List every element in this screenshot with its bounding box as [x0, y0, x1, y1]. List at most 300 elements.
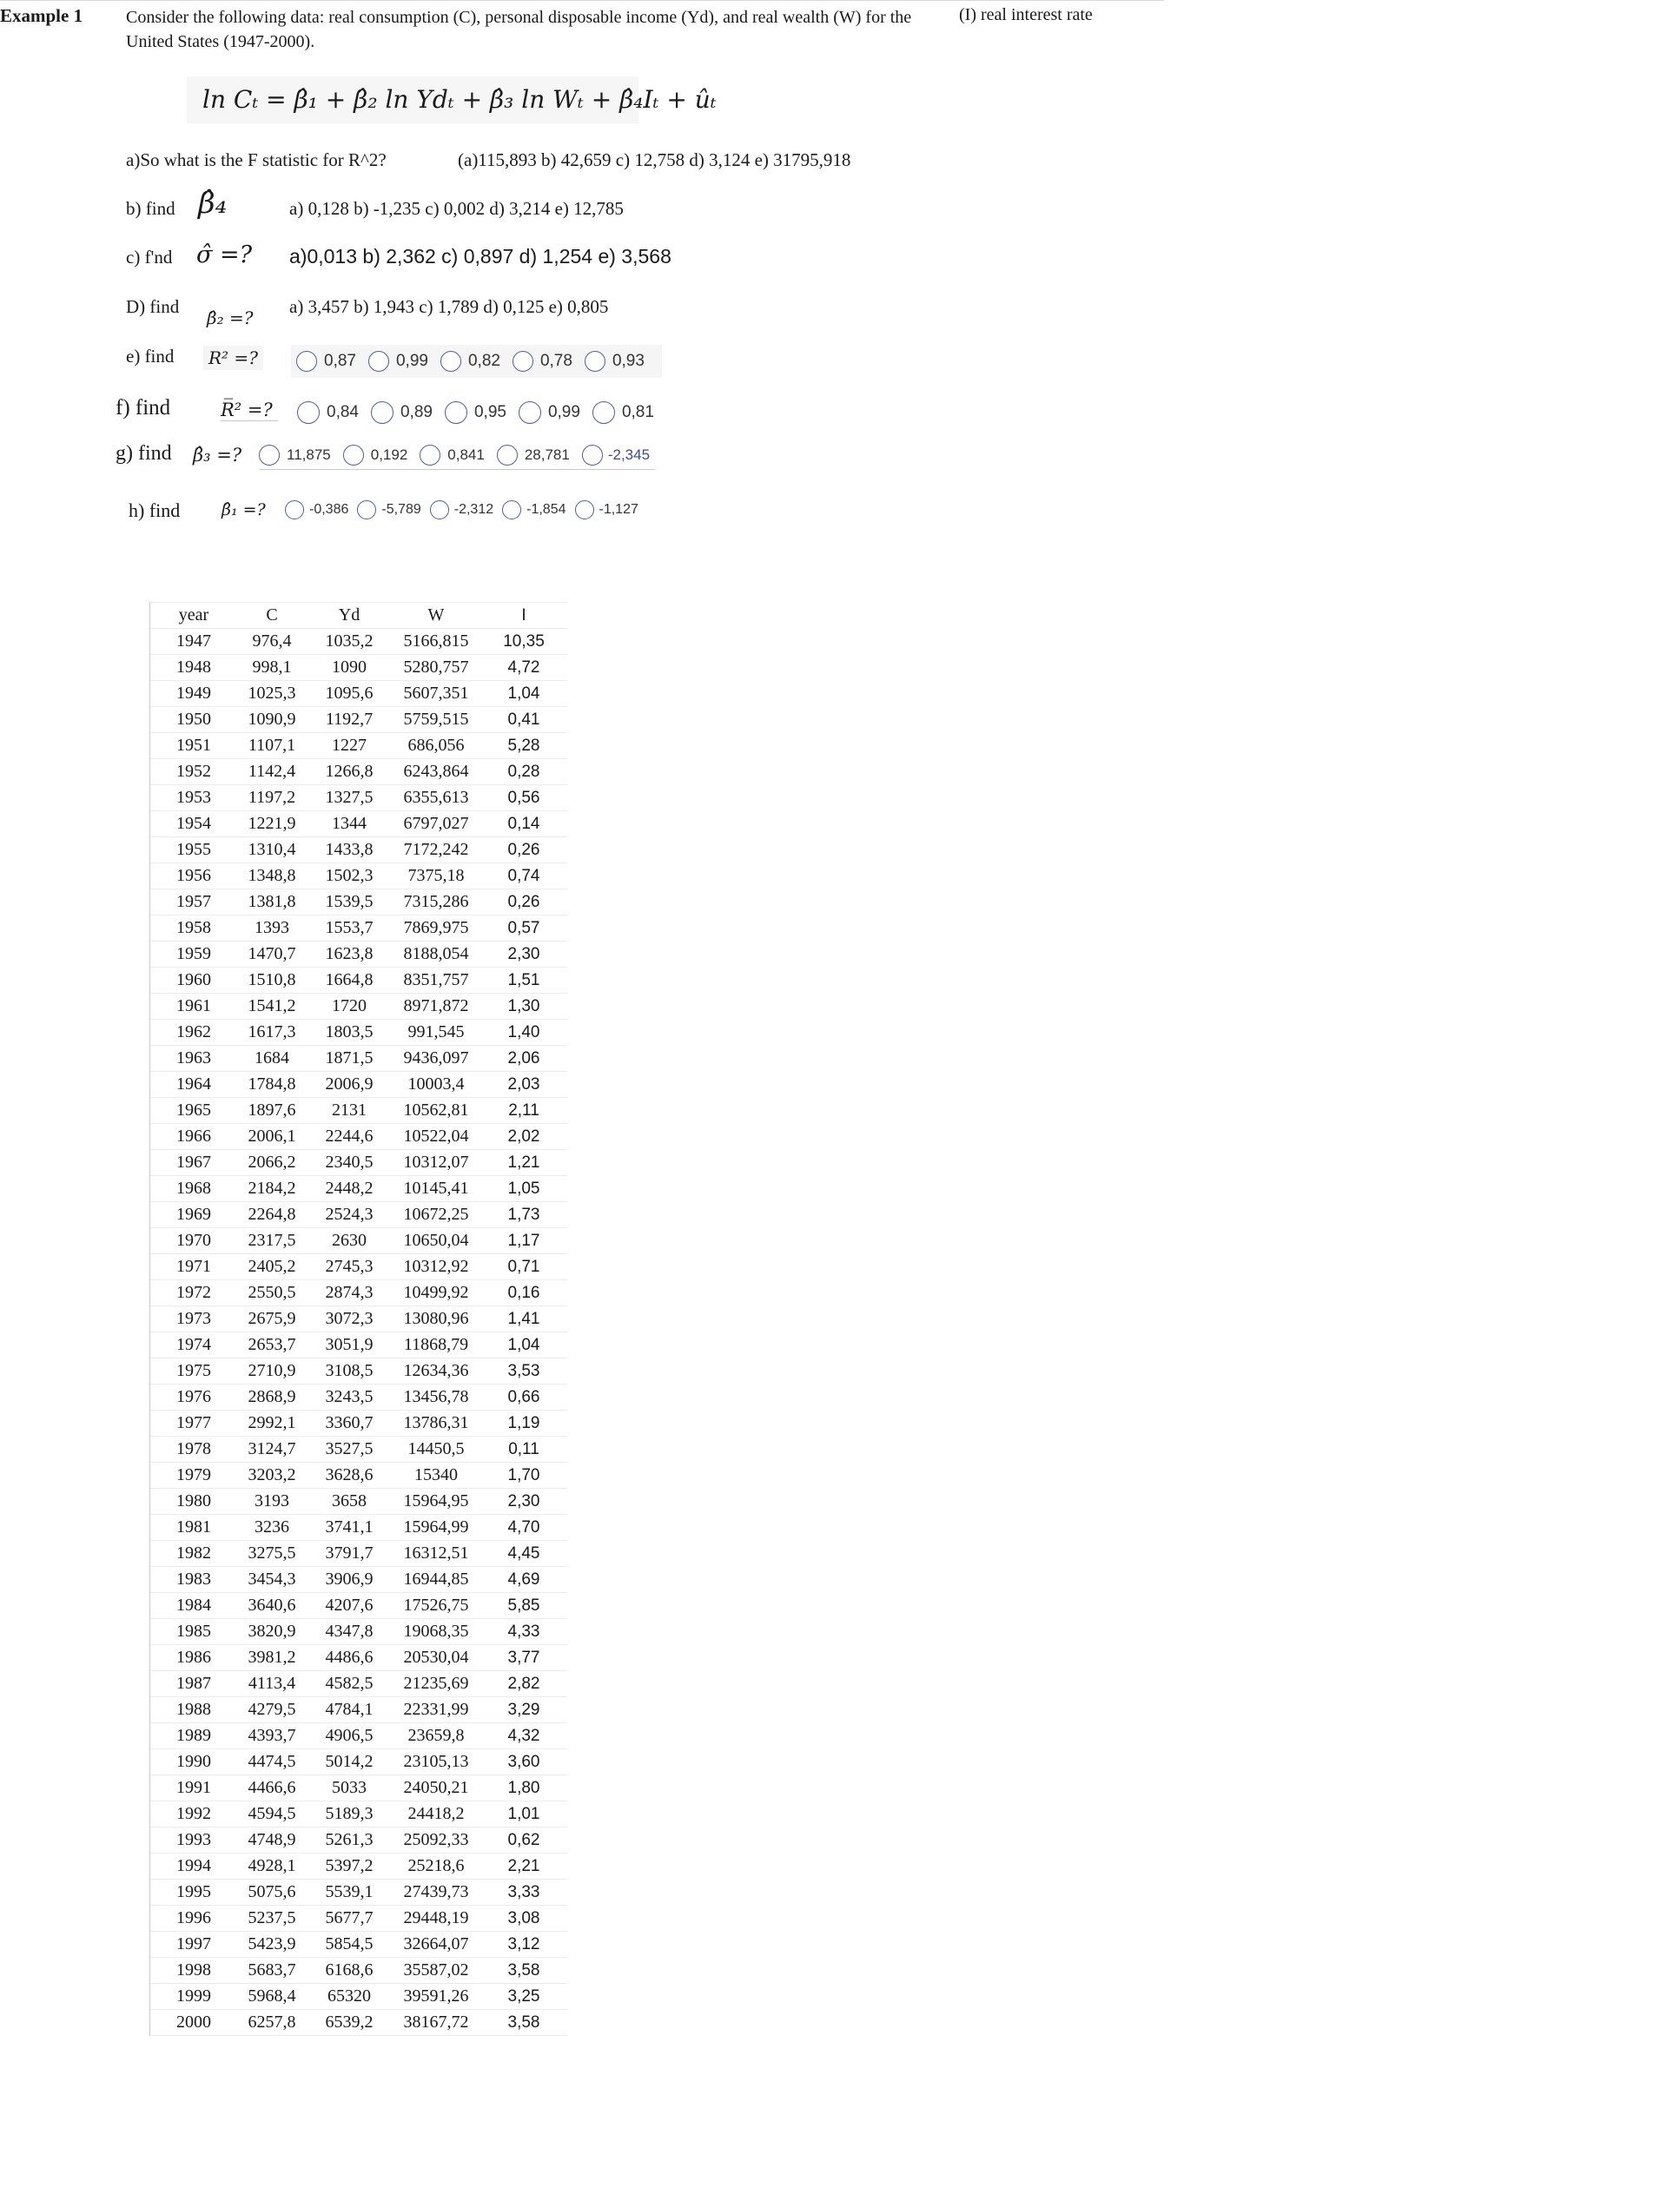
cell-c: 2653,7	[248, 1335, 296, 1354]
cell-yd: 2448,2	[325, 1179, 374, 1198]
cell-i: 3,33	[507, 1882, 540, 1901]
cell-year: 1968	[176, 1179, 211, 1198]
cell-w: 38167,72	[403, 2013, 469, 2032]
cell-i: 4,70	[507, 1517, 540, 1537]
cell-i: 1,30	[507, 996, 540, 1015]
cell-year: 1979	[176, 1465, 211, 1484]
cell-year: 1957	[176, 892, 211, 911]
table-row	[150, 1306, 567, 1332]
cell-w: 39591,26	[403, 1986, 469, 2006]
question-g-option-5[interactable]: -2,345	[582, 445, 650, 466]
cell-i: 2,11	[508, 1100, 539, 1120]
cell-year: 1997	[176, 1934, 211, 1953]
cell-i: 1,17	[507, 1231, 540, 1250]
cell-c: 4279,5	[248, 1700, 296, 1719]
cell-year: 1967	[176, 1153, 211, 1172]
question-d-prompt: D) find	[126, 296, 180, 317]
cell-yd: 1327,5	[325, 788, 374, 807]
radio-icon[interactable]	[357, 500, 376, 519]
cell-c: 1470,7	[248, 944, 296, 963]
cell-w: 10562,81	[403, 1100, 469, 1120]
question-b-options: a) 0,128 b) -1,235 c) 0,002 d) 3,214 e) 12,785	[289, 198, 624, 219]
cell-year: 1983	[176, 1570, 211, 1589]
radio-icon[interactable]	[430, 500, 449, 519]
table-row	[150, 994, 567, 1020]
beta4-symbol: β̂₄	[198, 186, 228, 221]
cell-year: 1953	[176, 788, 211, 807]
cell-year: 1950	[176, 710, 211, 729]
radio-icon[interactable]	[585, 351, 605, 372]
cell-i: 4,33	[507, 1622, 540, 1641]
cell-c: 1197,2	[248, 788, 296, 807]
table-row	[150, 1150, 567, 1176]
cell-i: 1,05	[507, 1179, 540, 1198]
question-e-prompt: e) find	[126, 346, 175, 367]
question-f-option-3[interactable]: 0,95	[445, 401, 506, 424]
cell-w: 12634,36	[403, 1361, 469, 1380]
table-row	[150, 1046, 567, 1072]
table-row	[150, 1254, 567, 1280]
table-row	[150, 785, 567, 811]
cell-year: 1987	[176, 1674, 211, 1693]
table-row	[150, 837, 567, 863]
question-h-option-4[interactable]: -1,854	[502, 500, 566, 519]
cell-w: 22331,99	[403, 1700, 469, 1719]
question-h-option-5[interactable]: -1,127	[575, 500, 638, 519]
radio-icon[interactable]	[575, 500, 594, 519]
cell-w: 6797,027	[403, 814, 469, 833]
cell-yd: 3527,5	[325, 1439, 374, 1458]
cell-i: 2,03	[507, 1074, 540, 1094]
cell-yd: 1433,8	[325, 840, 374, 859]
cell-i: 3,08	[507, 1908, 540, 1927]
table-row	[150, 1880, 567, 1906]
table-row	[150, 811, 567, 837]
cell-i: 0,56	[507, 788, 540, 807]
top-rule	[0, 0, 1164, 1]
table-row	[150, 1906, 567, 1932]
cell-year: 1965	[176, 1100, 211, 1120]
cell-yd: 4347,8	[325, 1622, 374, 1641]
question-e-option-5[interactable]: 0,93	[585, 351, 645, 372]
radio-icon[interactable]	[502, 500, 521, 519]
radio-icon[interactable]	[297, 401, 320, 424]
cell-c: 4474,5	[248, 1752, 296, 1771]
question-g-option-2[interactable]: 0,192	[343, 445, 408, 466]
cell-year: 1976	[176, 1387, 211, 1406]
cell-c: 1025,3	[248, 684, 296, 703]
question-g-option-4[interactable]: 28,781	[497, 445, 570, 466]
cell-w: 15340	[414, 1465, 458, 1484]
header-yd: Yd	[338, 605, 360, 625]
radio-icon[interactable]	[582, 445, 603, 466]
table-row	[150, 1541, 567, 1567]
table-row	[150, 1332, 567, 1358]
radio-icon[interactable]	[368, 351, 389, 372]
cell-yd: 3108,5	[325, 1361, 374, 1380]
cell-year: 1947	[176, 631, 211, 651]
cell-yd: 6168,6	[325, 1960, 374, 1980]
cell-year: 1951	[176, 736, 211, 755]
cell-year: 1994	[176, 1856, 211, 1875]
cell-i: 3,77	[507, 1648, 540, 1667]
question-h-option-3[interactable]: -2,312	[430, 500, 493, 519]
cell-c: 1142,4	[248, 762, 296, 781]
cell-year: 1955	[176, 840, 211, 859]
question-h-option-1[interactable]: -0,386	[285, 500, 348, 519]
cell-yd: 2524,3	[325, 1205, 374, 1224]
table-row	[150, 942, 567, 968]
table-row	[150, 1671, 567, 1697]
question-f-option-4[interactable]: 0,99	[519, 401, 580, 424]
cell-c: 5237,5	[248, 1908, 296, 1927]
cell-i: 4,72	[507, 658, 540, 677]
radio-icon[interactable]	[285, 500, 304, 519]
cell-year: 1952	[176, 762, 211, 781]
cell-yd: 2630	[332, 1231, 367, 1250]
question-g-option-1[interactable]: 11,875	[259, 445, 331, 466]
cell-i: 5,85	[507, 1596, 540, 1615]
cell-w: 24050,21	[403, 1778, 469, 1797]
question-b-prompt: b) find	[126, 198, 175, 219]
cell-year: 1988	[176, 1700, 211, 1719]
cell-year: 1978	[176, 1439, 211, 1458]
question-f-option-1[interactable]: 0,84	[297, 401, 359, 424]
cell-w: 25092,33	[403, 1830, 469, 1849]
cell-yd: 3243,5	[325, 1387, 374, 1406]
cell-year: 1959	[176, 944, 211, 963]
cell-i: 1,51	[507, 970, 540, 989]
radio-icon[interactable]	[371, 401, 394, 424]
cell-w: 16944,85	[403, 1570, 469, 1589]
cell-yd: 4906,5	[325, 1726, 374, 1745]
cell-yd: 2131	[332, 1100, 367, 1120]
cell-w: 16312,51	[403, 1543, 469, 1563]
cell-c: 3203,2	[248, 1465, 296, 1484]
cell-c: 2264,8	[248, 1205, 296, 1224]
cell-w: 32664,07	[403, 1934, 469, 1953]
cell-w: 10650,04	[403, 1231, 469, 1250]
cell-i: 3,58	[507, 2013, 540, 2032]
table-row	[150, 759, 567, 785]
r-squared-symbol: R² =?	[203, 346, 263, 370]
beta1-symbol: β̂₁ =?	[222, 500, 266, 519]
cell-i: 0,74	[507, 866, 540, 885]
cell-w: 6243,864	[403, 762, 469, 781]
table-row	[150, 915, 567, 942]
cell-w: 11868,79	[403, 1335, 469, 1354]
cell-w: 19068,35	[403, 1622, 469, 1641]
cell-year: 1986	[176, 1648, 211, 1667]
cell-c: 2066,2	[248, 1153, 296, 1172]
cell-year: 1984	[176, 1596, 211, 1615]
cell-w: 10312,07	[403, 1153, 469, 1172]
question-c-prompt: c) f'nd	[126, 247, 173, 268]
cell-c: 5683,7	[248, 1960, 296, 1980]
cell-c: 4928,1	[248, 1856, 296, 1875]
cell-i: 0,26	[507, 892, 540, 911]
radio-icon[interactable]	[440, 351, 461, 372]
cell-w: 6355,613	[403, 788, 469, 807]
table-row	[150, 655, 567, 681]
cell-w: 5759,515	[403, 710, 469, 729]
radio-icon[interactable]	[420, 445, 440, 466]
cell-i: 10,35	[503, 631, 545, 651]
cell-yd: 1502,3	[325, 866, 374, 885]
table-row	[150, 1020, 567, 1046]
cell-c: 4748,9	[248, 1830, 296, 1849]
table-row	[150, 1932, 567, 1958]
cell-c: 2868,9	[248, 1387, 296, 1406]
cell-i: 1,21	[507, 1153, 540, 1172]
question-h-option-2[interactable]: -5,789	[357, 500, 420, 519]
radio-icon[interactable]	[592, 401, 615, 424]
cell-w: 10672,25	[403, 1205, 469, 1224]
table-row	[150, 1749, 567, 1775]
table-row	[150, 681, 567, 707]
cell-c: 3236	[255, 1517, 289, 1537]
table-row	[150, 968, 567, 994]
cell-i: 1,01	[507, 1804, 540, 1823]
question-f-option-5[interactable]: 0,81	[592, 401, 654, 424]
sigma-hat-symbol: σ̂ =?	[196, 241, 253, 268]
radio-icon[interactable]	[497, 445, 518, 466]
cell-c: 998,1	[252, 658, 292, 677]
cell-c: 1684	[255, 1048, 289, 1067]
cell-year: 1963	[176, 1048, 211, 1067]
cell-year: 1966	[176, 1127, 211, 1146]
cell-i: 2,02	[507, 1127, 540, 1146]
cell-c: 2992,1	[248, 1413, 296, 1432]
question-e-option-4[interactable]: 0,78	[513, 351, 572, 372]
table-row	[150, 1463, 567, 1489]
cell-yd: 1623,8	[325, 944, 374, 963]
cell-year: 1985	[176, 1622, 211, 1641]
table-row	[150, 1280, 567, 1306]
cell-w: 13786,31	[403, 1413, 469, 1432]
cell-c: 1784,8	[248, 1074, 296, 1094]
table-row	[150, 629, 567, 655]
cell-c: 4466,6	[248, 1778, 296, 1797]
cell-year: 1961	[176, 996, 211, 1015]
cell-year: 1998	[176, 1960, 211, 1980]
cell-w: 15964,95	[403, 1491, 469, 1510]
cell-yd: 2006,9	[325, 1074, 374, 1094]
cell-i: 0,16	[507, 1283, 540, 1302]
question-a-options: (a)115,893 b) 42,659 c) 12,758 d) 3,124 e) 31795,918	[458, 149, 851, 170]
header-c: C	[266, 605, 278, 625]
question-g-option-3[interactable]: 0,841	[420, 445, 485, 466]
cell-year: 1980	[176, 1491, 211, 1510]
table-row	[150, 1854, 567, 1880]
cell-yd: 1095,6	[325, 684, 374, 703]
question-h-prompt: h) find	[129, 499, 181, 521]
cell-w: 17526,75	[403, 1596, 469, 1615]
cell-c: 1393	[255, 918, 289, 937]
cell-yd: 3906,9	[325, 1570, 374, 1589]
table-row	[150, 1984, 567, 2010]
cell-yd: 1192,7	[325, 710, 374, 729]
cell-yd: 2244,6	[325, 1127, 374, 1146]
cell-yd: 5014,2	[325, 1752, 374, 1771]
cell-i: 1,70	[507, 1465, 540, 1484]
cell-i: 1,04	[507, 1335, 540, 1354]
radio-icon[interactable]	[296, 351, 317, 372]
table-row	[150, 1228, 567, 1254]
cell-yd: 1720	[332, 996, 367, 1015]
radio-icon[interactable]	[445, 401, 467, 424]
cell-yd: 2874,3	[325, 1283, 374, 1302]
cell-w: 27439,73	[403, 1882, 469, 1901]
cell-yd: 3791,7	[325, 1543, 374, 1563]
cell-w: 25218,6	[407, 1856, 465, 1875]
cell-i: 4,45	[507, 1543, 540, 1563]
table-row	[150, 1411, 567, 1437]
cell-c: 6257,8	[248, 2013, 296, 2032]
table-header-row	[150, 602, 567, 629]
cell-w: 10312,92	[403, 1257, 469, 1276]
cell-year: 1993	[176, 1830, 211, 1849]
question-f-option-2[interactable]: 0,89	[371, 401, 433, 424]
cell-yd: 1227	[332, 736, 367, 755]
table-row	[150, 2010, 567, 2036]
cell-yd: 5033	[332, 1778, 367, 1797]
table-row	[150, 1489, 567, 1515]
cell-i: 0,26	[507, 840, 540, 859]
cell-year: 1995	[176, 1882, 211, 1901]
cell-c: 2675,9	[248, 1309, 296, 1328]
cell-w: 991,545	[407, 1022, 465, 1041]
cell-year: 1996	[176, 1908, 211, 1927]
cell-i: 0,71	[507, 1257, 540, 1276]
cell-year: 1958	[176, 918, 211, 937]
cell-c: 1310,4	[248, 840, 296, 859]
cell-i: 5,28	[507, 736, 540, 755]
table-row	[150, 1801, 567, 1828]
cell-year: 1974	[176, 1335, 211, 1354]
cell-w: 21235,69	[403, 1674, 469, 1693]
cell-i: 0,66	[507, 1387, 540, 1406]
question-g-radio-group	[259, 441, 655, 470]
cell-c: 2710,9	[248, 1361, 296, 1380]
cell-yd: 4207,6	[325, 1596, 374, 1615]
cell-w: 10522,04	[403, 1127, 469, 1146]
cell-yd: 3051,9	[325, 1335, 374, 1354]
cell-yd: 3628,6	[325, 1465, 374, 1484]
cell-yd: 3072,3	[325, 1309, 374, 1328]
question-g-prompt: g) find	[116, 442, 172, 465]
table-row	[150, 1176, 567, 1202]
question-d-options: a) 3,457 b) 1,943 c) 1,789 d) 0,125 e) 0,805	[289, 296, 609, 317]
cell-c: 2184,2	[248, 1179, 296, 1198]
cell-year: 1949	[176, 684, 211, 703]
cell-c: 4113,4	[248, 1674, 296, 1693]
cell-year: 1982	[176, 1543, 211, 1563]
cell-c: 3981,2	[248, 1648, 296, 1667]
cell-i: 3,12	[507, 1934, 540, 1953]
radio-icon[interactable]	[343, 445, 364, 466]
cell-yd: 1266,8	[325, 762, 374, 781]
cell-i: 1,41	[507, 1309, 540, 1328]
table-row	[150, 1072, 567, 1098]
cell-w: 29448,19	[403, 1908, 469, 1927]
question-e-option-2[interactable]: 0,99	[368, 351, 428, 372]
cell-year: 1970	[176, 1231, 211, 1250]
cell-i: 3,25	[507, 1986, 540, 2006]
cell-i: 1,73	[507, 1205, 540, 1224]
cell-year: 1973	[176, 1309, 211, 1328]
cell-w: 35587,02	[403, 1960, 469, 1980]
cell-w: 8188,054	[403, 944, 469, 963]
table-row	[150, 1958, 567, 1984]
cell-w: 23105,13	[403, 1752, 469, 1771]
cell-year: 1992	[176, 1804, 211, 1823]
cell-w: 9436,097	[403, 1048, 469, 1067]
cell-yd: 4784,1	[325, 1700, 374, 1719]
question-a-prompt: a)So what is the F statistic for R^2?	[126, 149, 387, 170]
cell-c: 5423,9	[248, 1934, 296, 1953]
cell-w: 8351,757	[403, 970, 469, 989]
cell-i: 1,19	[507, 1413, 540, 1432]
radio-icon[interactable]	[259, 445, 280, 466]
cell-yd: 1344	[332, 814, 367, 833]
table-row	[150, 1593, 567, 1619]
cell-yd: 5189,3	[325, 1804, 374, 1823]
table-row	[150, 1567, 567, 1593]
radio-icon[interactable]	[513, 351, 533, 372]
cell-c: 3820,9	[248, 1622, 296, 1641]
cell-w: 5280,757	[403, 658, 469, 677]
cell-w: 10499,92	[403, 1283, 469, 1302]
cell-w: 8971,872	[403, 996, 469, 1015]
cell-w: 10145,41	[403, 1179, 469, 1198]
cell-i: 2,21	[507, 1856, 540, 1875]
table-row	[150, 1828, 567, 1854]
cell-i: 0,28	[507, 762, 540, 781]
question-e-option-3[interactable]: 0,82	[440, 351, 500, 372]
cell-yd: 1664,8	[325, 970, 374, 989]
cell-year: 1954	[176, 814, 211, 833]
cell-yd: 1090	[332, 658, 367, 677]
cell-year: 1981	[176, 1517, 211, 1537]
question-f-prompt: f) find	[116, 396, 171, 420]
table-row	[150, 1437, 567, 1463]
cell-i: 3,60	[507, 1752, 540, 1771]
cell-c: 3454,3	[248, 1570, 296, 1589]
cell-w: 23659,8	[407, 1726, 465, 1745]
table-row	[150, 889, 567, 915]
cell-i: 2,06	[507, 1048, 540, 1067]
cell-w: 10003,4	[407, 1074, 465, 1094]
cell-i: 3,58	[507, 1960, 540, 1980]
cell-c: 1221,9	[248, 814, 296, 833]
cell-yd: 5854,5	[325, 1934, 374, 1953]
question-e-option-1[interactable]: 0,87	[296, 351, 356, 372]
cell-c: 1897,6	[248, 1100, 296, 1120]
cell-yd: 5397,2	[325, 1856, 374, 1875]
example-label: Example 1	[0, 5, 83, 26]
cell-yd: 3741,1	[325, 1517, 374, 1537]
cell-c: 1541,2	[248, 996, 296, 1015]
cell-w: 686,056	[407, 736, 465, 755]
cell-yd: 65320	[327, 1986, 371, 2006]
cell-w: 7375,18	[407, 866, 465, 885]
cell-year: 1948	[176, 658, 211, 677]
cell-i: 0,57	[507, 918, 540, 937]
radio-icon[interactable]	[519, 401, 541, 424]
cell-yd: 1803,5	[325, 1022, 374, 1041]
cell-i: 1,04	[507, 684, 540, 703]
